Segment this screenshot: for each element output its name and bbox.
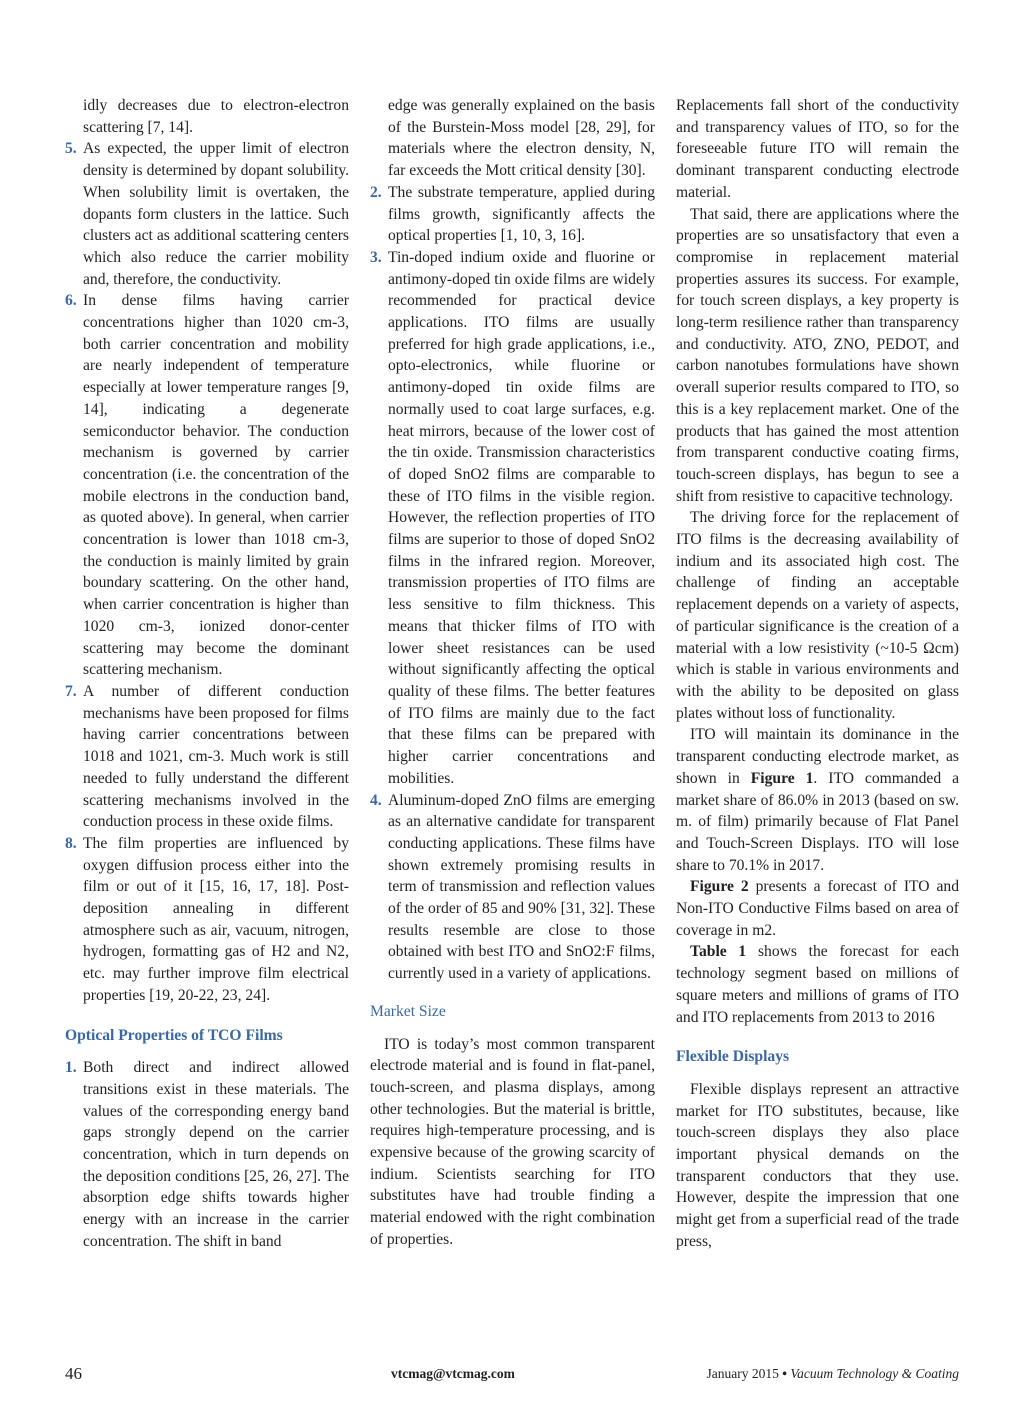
issue-info [707,1366,959,1382]
table-1-ref: Table 1 [690,943,747,961]
paragraph: Replacements fall short of the conductivity and transparency values of ITO, so for the foreseeable future ITO will remain the dominant transparent conducting electrode material. [676,97,959,201]
paragraph: Table 1 shows the forecast for each technology segment based on millions of square meters and millions of grams of ITO and ITO replacements from 2013 to 2016 [676,943,959,1026]
item-number: 8. [65,834,77,852]
item-number: 6. [65,292,77,310]
item-text: As expected, the upper limit of electron density is determined by dopant solubility. When solubility limit is overtaken, the dopants form clusters in the lattice. Such clusters act as additional scattering centers which also reduce the carrier mobility and, therefore, the conductivity. [83,140,349,288]
paragraph: That said, there are applications where the properties are so unsatisfactory that even a compromise in replacement material properties assures its success. For example, for touch screen displays, a key property is long-term resilience rather than transparency and conductivity. ATO, ZNO, PEDOT, and carbon nanotubes formulations have shown overall superior results compared to ITO, so this is a key replacement market. One of the products that has gained the most attention from transparent conductive coating firms, touch-screen displays, has begun to see a shift from resistive to capacitive technology. [676,205,959,505]
list-item [65,1057,349,1252]
item-text: The substrate temperature, applied during films growth, significantly affects the optical properties [1, 10, 3, 16]. [388,183,655,245]
column-2 [370,95,655,1251]
section-heading-market: Market Size [370,1002,446,1020]
item-text: In dense films having carrier concentrations higher than 1020 cm-3, both carrier concentration and mobility are nearly independent of temperature especially at lower temperature ranges [9, 14], indicating a degenerate semiconductor behavior. The conduction mechanism is governed by carrier concentration (i.e. the concentration of the mobile electrons in the conduction band, as quoted above). In general, when carrier concentration is lower than 1018 cm-3, the conduction is mainly limited by grain boundary scattering. On the other hand, when carrier concentration is higher than 1020 cm-3, ionized donor-center scattering may become the dominant scattering mechanism. [83,292,349,679]
continued-text: idly decreases due to electron-electron scattering [7, 14]. [83,97,349,136]
item-text: Tin-doped indium oxide and fluorine or antimony-doped tin oxide films are widely recommended for practical device applications. ITO films are usually preferred for high grade applications, i.e., opto-electronics, while fluorine or antimony-doped tin oxide films are normally used to coat large surfaces, e.g. heat mirrors, because of the lower cost of the tin oxide. Transmission characteristics of doped SnO2 films are comparable to these of ITO films in the visible region. However, the reflection properties of ITO films are superior to those of doped SnO2 films in the infrared region. Moreover, transmission properties of ITO films are less sensitive to film thickness. This means that thicker films of ITO with lower sheet resistances can be used without significantly affecting the optical quality of these films. The better features of ITO films are mainly due to the fact that these films can be prepared with higher carrier concentrations and mobilities. [388,248,655,787]
paragraph: Figure 2 presents a forecast of ITO and Non-ITO Conductive Films based on area of coverage in m2. [676,878,959,939]
item-text: Aluminum-doped ZnO films are emerging as an alternative candidate for transparent conducting applications. These films have shown extremely promising results in term of transmission and reflection values of the order of 85 and 90% [31, 32]. These results resemble are close to those obtained with best ITO and SnO2:F films, currently used in a variety of applications. [388,791,655,983]
list-item [370,247,655,790]
continued-text: edge was generally explained on the basis of the Burstein-Moss model [28, 29], for materials where the electron density, N, far exceeds the Mott critical density [30]. [388,97,655,180]
email-link[interactable]: vtcmag@vtcmag.com [391,1366,515,1381]
item-number: 2. [370,183,382,201]
item-number: 3. [370,248,382,266]
item-text: Both direct and indirect allowed transitions exist in these materials. The values of the corresponding energy band gaps strongly depend on the carrier concentration, which in turn depends on the deposition conditions [25, 26, 27]. The absorption edge shifts towards higher energy with an increase in the carrier concentration. The shift in band [83,1059,349,1250]
item-number: 5. [65,140,77,158]
item-text: A number of different conduction mechanisms have been proposed for films having carrier concentrations between 1018 and 1021, cm-3. Much work is still needed to fully understand the different scattering mechanisms involved in the conduction process in these oxide films. [83,682,349,831]
page-number: 46 [65,1364,82,1383]
numbered-list-optical [65,1057,349,1252]
column-3 [676,95,959,1253]
item-number: 1. [65,1059,77,1077]
section-heading-flexible: Flexible Displays [676,1048,790,1066]
list-item [65,681,349,833]
issue-date: January 2015 [706,1366,779,1381]
column-1 [65,95,349,1253]
page-footer [65,1364,959,1388]
list-item [370,790,655,985]
item-text: The film properties are influenced by oxygen diffusion process either into the film or out of it [15, 16, 17, 18]. Post-deposition annealing in different atmosphere such as air, vacuum, nitrogen, hydrogen, formatting gas of H2 and N2, etc. may further improve film electrical properties [19, 20-22, 23, 24]. [83,834,349,1004]
list-item [65,290,349,681]
numbered-list [370,182,655,985]
item-number: 4. [370,791,382,809]
separator-bullet: • [782,1366,787,1381]
numbered-list [65,138,349,1006]
section-heading-optical: Optical Properties of TCO Films [65,1026,283,1044]
list-item [370,182,655,247]
list-item [65,833,349,1007]
item-number: 7. [65,682,77,700]
paragraph: ITO will maintain its dominance in the transparent conducting electrode market, as shown in Figure 1. ITO commanded a market share of 86.0% in 2013 (based on sw. m. of film) primarily because of Flat Panel and Touch-Screen Displays. ITO will lose share to 70.1% in 2017. [676,726,959,874]
list-item [65,138,349,290]
market-paragraph: ITO is today’s most common transparent electrode material and is found in flat-panel, touch-screen, and plasma displays, among other technologies. But the material is brittle, requires high-temperature processing, and is expensive because of the growing scarcity of indium. Scientists searching for ITO substitutes have had trouble finding a material endowed with the right combination of properties. [370,1035,655,1248]
figure-2-ref: Figure 2 [690,878,749,896]
figure-1-ref: Figure 1 [750,769,814,787]
paragraph: The driving force for the replacement of ITO films is the decreasing availability of indium and its associated high cost. The challenge of finding an acceptable replacement depends on a variety of aspects, of particular significance is the creation of a material with a low resistivity (~10-5 Ωcm) which is stable in various environments and with the ability to be deposited on glass plates without loss of functionality. [676,509,959,722]
magazine-title: Vacuum Technology & Coating [790,1366,959,1381]
paragraph: Flexible displays represent an attractive market for ITO substitutes, because, like touch-screen displays they also place important physical demands on the transparent conductors that they use. However, despite the impression that one might get from a superficial read of the trade press, [676,1080,959,1250]
